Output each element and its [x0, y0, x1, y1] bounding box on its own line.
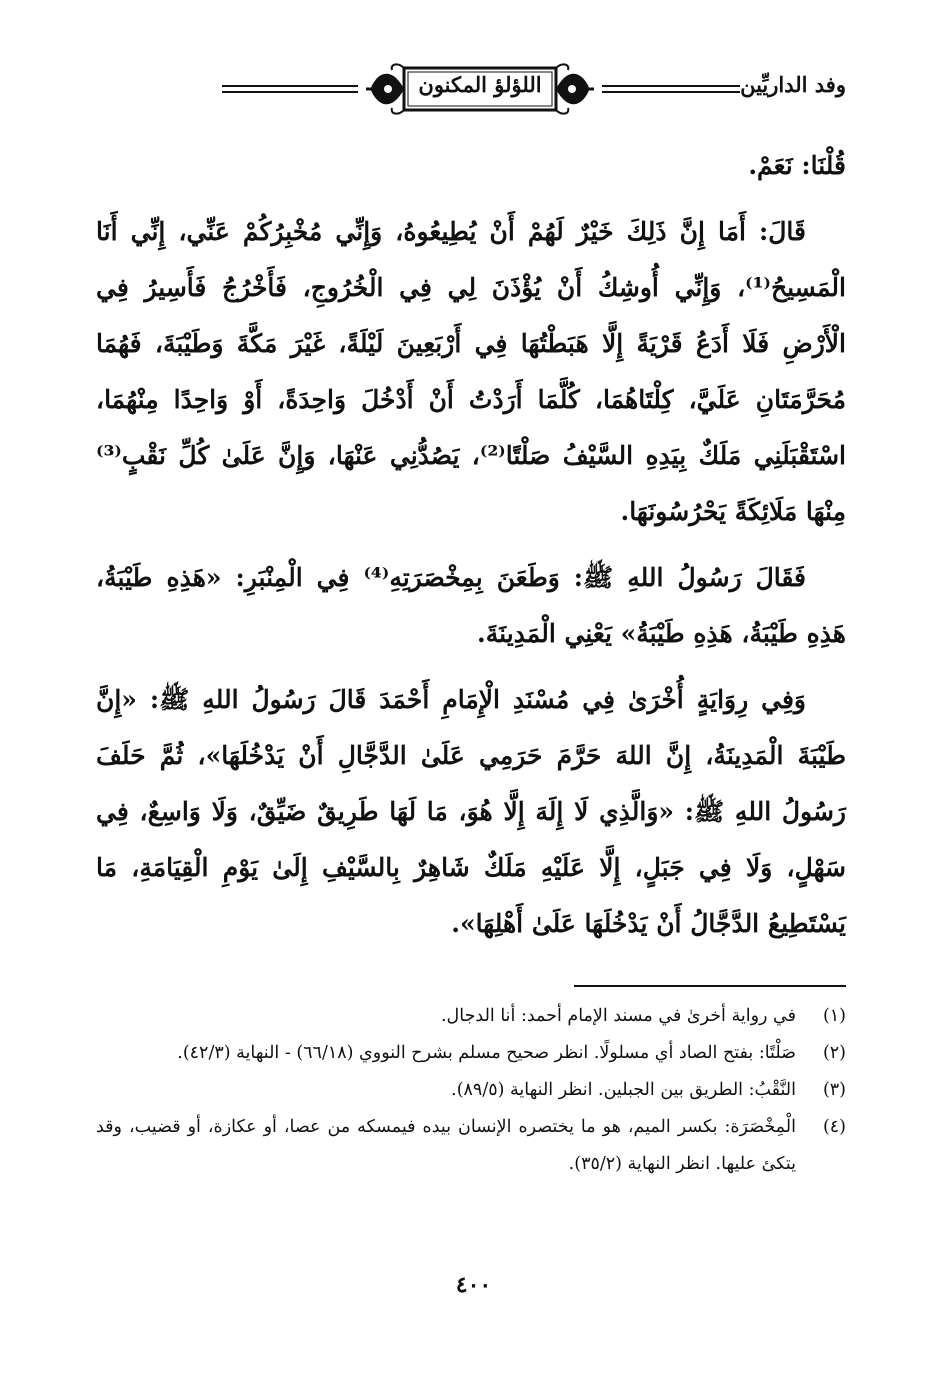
paragraph-4: وَفِي رِوَايَةٍ أُخْرَىٰ فِي مُسْنَدِ الْإِمَامِ أَحْمَدَ قَالَ رَسُولُ اللهِ ﷺ: «إِنَّ طَيْبَةَ الْمَدِينَةُ، إِنَّ اللهَ حَرَّمَ حَرَمِي عَلَىٰ الدَّجَّالِ أَنْ يَدْخُلَهَا»، ثُمَّ حَلَفَ رَسُولُ اللهِ ﷺ: «وَالَّذِي لَا إِلَهَ إِلَّا هُوَ، مَا لَهَا طَرِيقٌ ضَيِّقٌ، وَلَا وَاسِعٌ، فِي سَهْلٍ، وَلَا فِي جَبَلٍ، إِلَّا عَلَيْهِ مَلَكٌ شَاهِرٌ بِالسَّيْفِ إِلَىٰ يَوْمِ الْقِيَامَةِ، مَا يَسْتَطِيعُ الدَّجَّالُ أَنْ يَدْخُلَهَا عَلَىٰ أَهْلِهَا». — [96, 685, 846, 938]
footnote-number: (٤) — [822, 1117, 846, 1137]
footnote-4 — [96, 1109, 846, 1183]
footnotes — [96, 998, 846, 1183]
footnote-text: الْمِخْصَرَة: بكسر الميم، هو ما يختصره الإنسان بيده فيمسكه من عصا، أو عكازة، أو قضيب، وقد يتكئ عليها. انظر النهاية (٣٥/٢). — [96, 1117, 796, 1174]
footnote-2 — [96, 1035, 846, 1072]
book-title-cartouche — [364, 62, 596, 116]
footnote-1 — [96, 998, 846, 1035]
footnote-text: صَلْتًا: بفتح الصاد أي مسلولًا. انظر صحيح مسلم بشرح النووي (٦٦/١٨) - النهاية (٤٢/٣). — [177, 1043, 796, 1063]
footnote-number: (٣) — [822, 1080, 846, 1100]
footnote-3 — [96, 1072, 846, 1109]
header-rule-left — [222, 85, 358, 93]
main-text — [96, 138, 846, 952]
footnote-text: النَّقْبُ: الطريق بين الجبلين. انظر النهاية (٨٩/٥). — [451, 1080, 796, 1100]
paragraph-2: قَالَ: أَمَا إِنَّ ذَلِكَ خَيْرٌ لَهُمْ أَنْ يُطِيعُوهُ، وَإِنِّي مُخْبِرُكُمْ عَنِّي، إِنِّي أَنَا الْمَسِيحُ⁽¹⁾، وَإِنِّي أُوشِكُ أَنْ يُؤْذَنَ لِي فِي الْخُرُوجِ، فَأَخْرُجُ فَأَسِيرُ فِي الْأَرْضِ فَلَا أَدَعُ قَرْيَةً إِلَّا هَبَطْتُهَا فِي أَرْبَعِينَ لَيْلَةً، غَيْرَ مَكَّةَ وَطَيْبَةَ، فَهُمَا مُحَرَّمَتَانِ عَلَيَّ، كِلْتَاهُمَا، كُلَّمَا أَرَدْتُ أَنْ أَدْخُلَ وَاحِدَةً، أَوْ وَاحِدًا مِنْهُمَا، اسْتَقْبَلَنِي مَلَكٌ بِيَدِهِ السَّيْفُ صَلْتًا⁽²⁾، يَصُدُّنِي عَنْهَا، وَإِنَّ عَلَىٰ كُلِّ نَقْبٍ⁽³⁾ مِنْهَا مَلَائِكَةً يَحْرُسُونَهَا. — [96, 217, 846, 526]
paragraph-1: قُلْنَا: نَعَمْ. — [748, 151, 846, 180]
book-title: اللؤلؤ المكنون — [418, 72, 542, 97]
footnote-number: (٢) — [822, 1043, 846, 1063]
page-header — [96, 62, 846, 118]
page-number: ٤٠٠ — [455, 1272, 492, 1298]
footnote-text: في رواية أخرىٰ في مسند الإمام أحمد: أنا الدجال. — [440, 1006, 796, 1026]
footnote-separator — [574, 985, 846, 987]
paragraph-3: فَقَالَ رَسُولُ اللهِ ﷺ: وَطَعَنَ بِمِخْصَرَتِهِ⁽⁴⁾ فِي الْمِنْبَرِ: «هَذِهِ طَيْبَةُ، هَذِهِ طَيْبَةُ، هَذِهِ طَيْبَةُ» يَعْنِي الْمَدِينَةَ. — [96, 563, 846, 648]
footnote-number: (١) — [822, 1006, 846, 1026]
header-rule-right — [602, 85, 740, 93]
chapter-title: وفد الداريِّين — [740, 72, 846, 97]
